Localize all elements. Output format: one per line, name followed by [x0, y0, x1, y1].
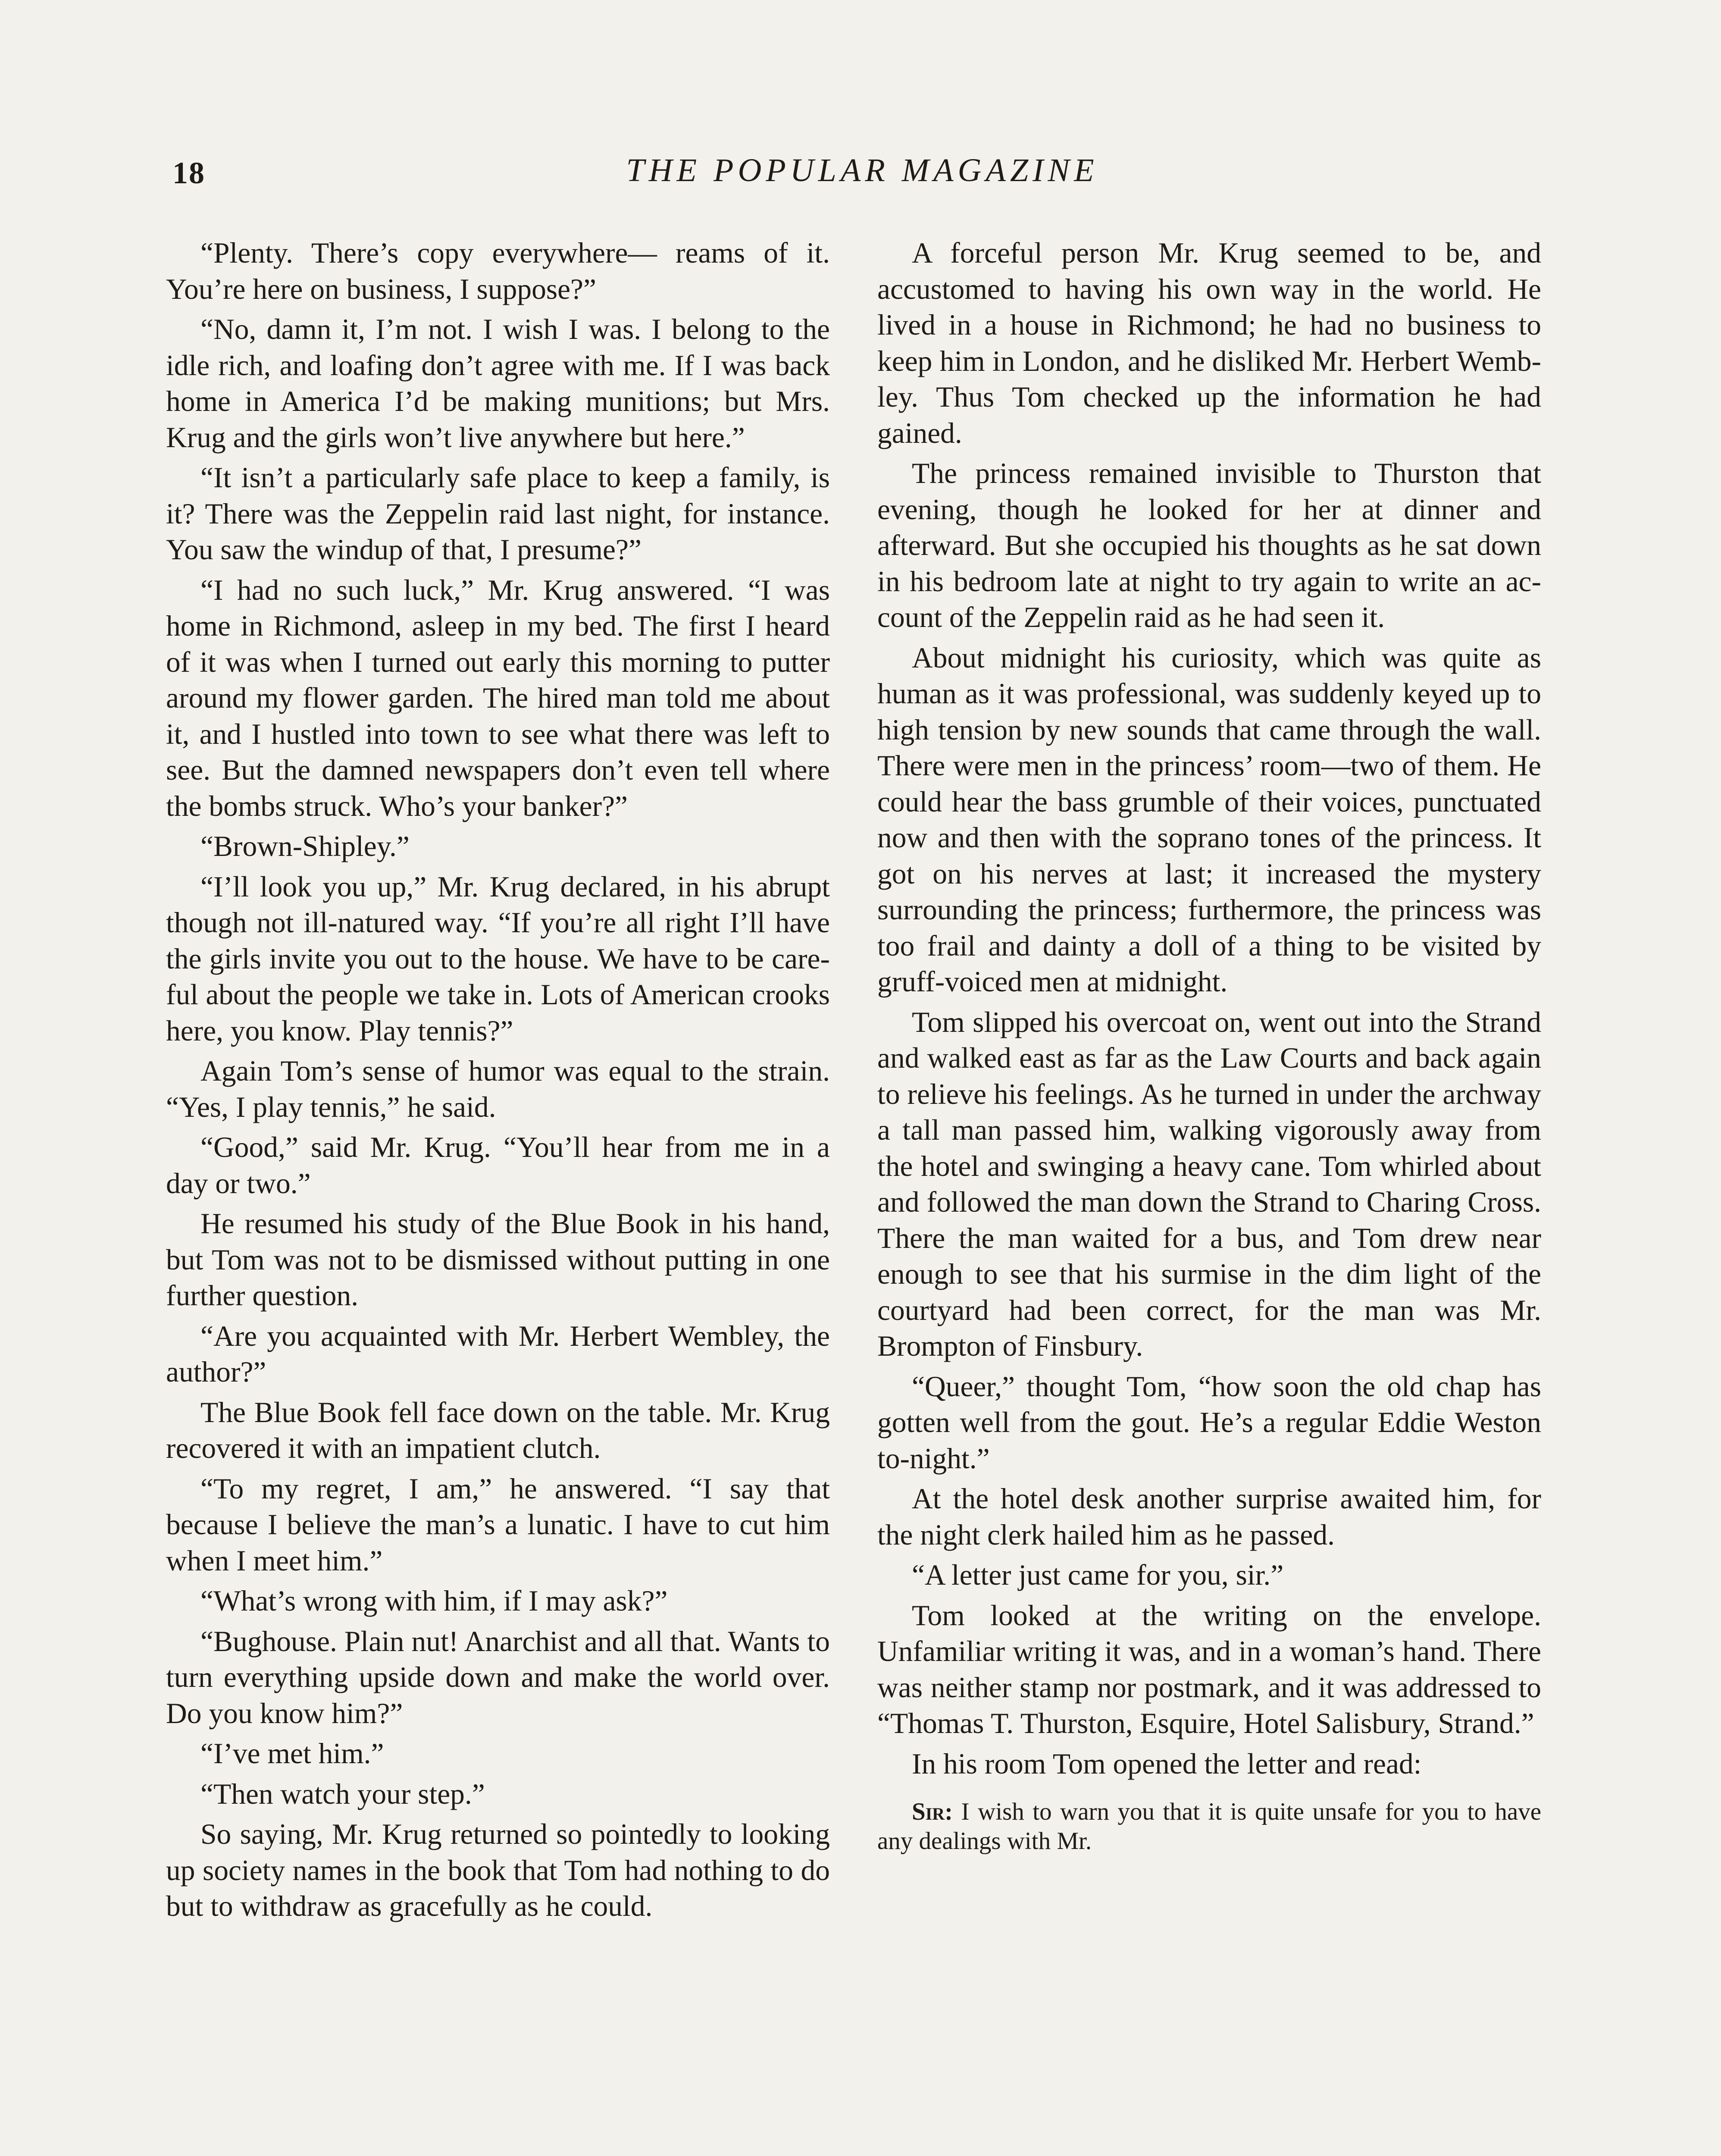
- paragraph: “It isn’t a particularly safe place to keep a family, is it? There was the Zeppelin raid last night, for instance. You saw the windup of that, I presume?”: [166, 461, 830, 566]
- paragraph: “A letter just came for you, sir.”: [912, 1559, 1284, 1591]
- paragraph: “I’ve met him.”: [200, 1737, 384, 1770]
- paragraph: “Then watch your step.”: [200, 1777, 485, 1810]
- paragraph: “I had no such luck,” Mr. Krug answered. “I was home in Richmond, asleep in my bed. The first I heard of it was when I turned out early this morning to putter around my flower garden. The hired man told me about it, and I hustled into town to see what there was left to see. But the damned newspapers don’t even tell where the bombs struck. Who’s your banker?”: [166, 573, 830, 822]
- paragraph: In his room Tom opened the letter and read:: [912, 1747, 1422, 1780]
- paragraph: “I’ll look you up,” Mr. Krug declared, in his abrupt though not ill-natured way. “If you’re all right I’ll have the girls invite you out to the house. We have to be careful about the people we take in. Lots of American crooks here, you know. Play tennis?”: [166, 870, 830, 1047]
- paragraph: Tom looked at the writing on the envelope. Unfamiliar writing it was, and in a woman’s hand. There was neither stamp nor postmark, and it was addressed to “Thomas T. Thurston, Esquire, Hotel Salisbury, Strand.”: [877, 1599, 1541, 1739]
- paragraph: Again Tom’s sense of humor was equal to the strain. “Yes, I play tennis,” he said.: [166, 1055, 830, 1123]
- paragraph: “Plenty. There’s copy everywhere— reams of it. You’re here on business, I suppose?”: [166, 237, 830, 305]
- paragraph: The princess remained invisible to Thurston that evening, though he looked for her at dinner and afterward. But she occupied his thoughts as he sat down in his bedroom late at night to try again to write an account of the Zeppelin raid as he had seen it.: [877, 457, 1541, 633]
- running-title: THE POPULAR MAGAZINE: [626, 152, 1098, 188]
- page-header: [172, 152, 1552, 207]
- page-number: 18: [172, 156, 205, 190]
- paragraph: Tom slipped his overcoat on, went out into the Strand and walked east as far as the Law Courts and back again to relieve his feelings. As he turned in under the archway a tall man passed him, walking vigorously away from the hotel and swinging a heavy cane. Tom whirled about and followed the man down the Strand to Charing Cross. There the man waited for a bus, and Tom drew near enough to see that his surmise in the dim light of the courtyard had been correct, for the man was Mr. Brompton of Finsbury.: [877, 1006, 1541, 1362]
- paragraph: “What’s wrong with him, if I may ask?”: [200, 1585, 668, 1617]
- right-column: [877, 235, 1541, 1860]
- paragraph: So saying, Mr. Krug returned so pointedly to looking up society names in the book that Tom had nothing to do but to withdraw as gracefully as he could.: [166, 1818, 830, 1922]
- paragraph: A forceful person Mr. Krug seemed to be, and accustomed to having his own way in the world. He lived in a house in Richmond; he had no business to keep him in London, and he disliked Mr. Herbert Wembley. Thus Tom checked up the information he had gained.: [877, 237, 1541, 449]
- paragraph: “To my regret, I am,” he answered. “I say that because I believe the man’s a lunatic. I have to cut him when I meet him.”: [166, 1472, 830, 1577]
- paragraph: The Blue Book fell face down on the table. Mr. Krug recovered it with an impatient clutch.: [166, 1396, 830, 1464]
- paragraph: “Good,” said Mr. Krug. “You’ll hear from me in a day or two.”: [166, 1131, 830, 1200]
- paragraph: He resumed his study of the Blue Book in his hand, but Tom was not to be dismissed without putting in one further question.: [166, 1207, 830, 1312]
- letter-text: I wish to warn you that it is quite unsafe for you to have any dealings with Mr.: [877, 1798, 1542, 1855]
- paragraph: About midnight his curiosity, which was quite as human as it was professional, was suddenly keyed up to high tension by new sounds that came through the wall. There were men in the princess’ room—two of them. He could hear the bass grumble of their voices, punctuated now and then with the soprano tones of the princess. It got on his nerves at last; it increased the mystery surrounding the princess; furthermore, the princess was too frail and dainty a doll of a thing to be visited by gruff-voiced men at midnight.: [877, 641, 1541, 998]
- paragraph: “Brown-Shipley.”: [200, 830, 410, 862]
- letter-excerpt: [877, 1797, 1541, 1856]
- letter-salutation: Sir:: [912, 1798, 953, 1825]
- paragraph: “Are you acquainted with Mr. Herbert Wembley, the author?”: [166, 1319, 830, 1388]
- paragraph: “Bughouse. Plain nut! Anarchist and all that. Wants to turn everything upside down and make the world over. Do you know him?”: [166, 1625, 830, 1730]
- left-column: [166, 235, 830, 1929]
- paragraph: “No, damn it, I’m not. I wish I was. I belong to the idle rich, and loafing don’t agree with me. If I was back home in America I’d be making munitions; but Mrs. Krug and the girls won’t live anywhere but here.”: [166, 313, 830, 454]
- paragraph: “Queer,” thought Tom, “how soon the old chap has gotten well from the gout. He’s a regular Eddie Weston to-night.”: [877, 1370, 1541, 1475]
- paragraph: At the hotel desk another surprise awaited him, for the night clerk hailed him as he passed.: [877, 1482, 1541, 1551]
